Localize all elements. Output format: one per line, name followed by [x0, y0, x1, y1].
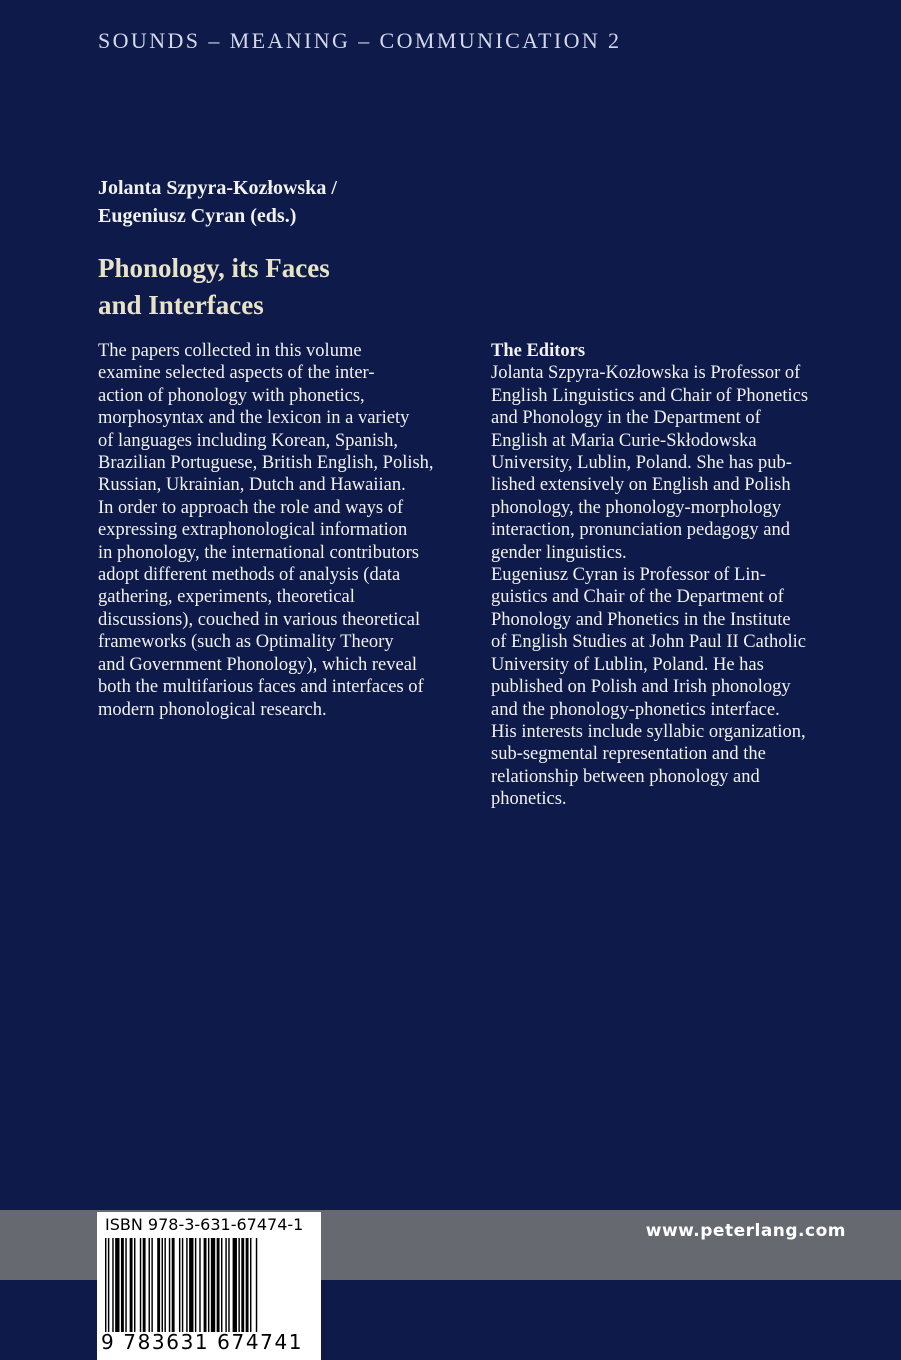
- barcode-stripe: [225, 1238, 226, 1332]
- title-line: and Interfaces: [98, 290, 264, 320]
- editors-bio-line: English at Maria Curie-Skłodowska: [491, 430, 757, 451]
- description-line: expressing extraphonological information: [98, 520, 408, 541]
- description-line: and Government Phonology), which reveal: [98, 654, 418, 675]
- barcode-stripe: [105, 1238, 106, 1332]
- editor-line: Jolanta Szpyra-Kozłowska /: [98, 177, 337, 199]
- editors-bio-line: and the phonology-phonetics interface.: [491, 699, 780, 720]
- editors-bio-line: English Linguistics and Chair of Phonetics: [491, 385, 809, 406]
- barcode-stripe: [143, 1238, 146, 1332]
- description-line: action of phonology with phonetics,: [98, 385, 365, 406]
- book-title: [98, 250, 330, 324]
- description-line: gathering, experiments, theoretical: [98, 587, 355, 608]
- barcode-stripe: [256, 1238, 257, 1332]
- barcode-stripe: [186, 1238, 187, 1332]
- editors-bio-line: relationship between phonology and: [491, 766, 760, 787]
- editors-bio-line: lished extensively on English and Polish: [491, 475, 791, 496]
- barcode-stripe: [204, 1238, 207, 1332]
- barcode-stripe: [199, 1238, 200, 1332]
- barcode-stripe: [211, 1238, 215, 1332]
- barcode-stripe: [157, 1238, 160, 1332]
- barcode-stripe: [149, 1238, 150, 1332]
- editors-bio-line: Phonology and Phonetics in the Institute: [491, 609, 791, 630]
- description-line: adopt different methods of analysis (data: [98, 565, 401, 586]
- description-line: The papers collected in this volume: [98, 341, 362, 361]
- barcode-stripe: [241, 1238, 244, 1332]
- barcode-stripe: [238, 1238, 239, 1332]
- barcode-stripe: [112, 1238, 113, 1332]
- editors-bio-line: phonology, the phonology-morphology: [491, 497, 782, 518]
- barcode-stripe: [140, 1238, 141, 1332]
- barcode-stripe: [108, 1238, 109, 1332]
- description-line: in phonology, the international contributors: [98, 542, 419, 563]
- editors-bio-line: interaction, pronunciation pedagogy and: [491, 520, 790, 541]
- description-text: [98, 340, 468, 721]
- barcode-stripe: [195, 1238, 196, 1332]
- barcode-stripe: [228, 1238, 229, 1332]
- barcode-stripe: [172, 1238, 175, 1332]
- editors-bio-line: phonetics.: [491, 789, 567, 810]
- barcode-stripe: [246, 1238, 249, 1332]
- editors-bio-line: published on Polish and Irish phonology: [491, 677, 791, 698]
- barcode-stripe: [221, 1238, 222, 1332]
- barcode-stripe: [115, 1238, 119, 1332]
- description-line: frameworks (such as Optimality Theory: [98, 632, 394, 653]
- barcode-bars: [105, 1238, 313, 1332]
- barcode: [97, 1212, 321, 1360]
- barcode-stripe: [130, 1238, 133, 1332]
- description-line: discussions), couched in various theoretical: [98, 609, 421, 630]
- editors-heading: The Editors: [491, 341, 586, 361]
- description-line: of languages including Korean, Spanish,: [98, 430, 399, 451]
- description-line: both the multifarious faces and interfaces of: [98, 677, 424, 698]
- series-title: SOUNDS – MEANING – COMMUNICATION 2: [98, 28, 622, 53]
- barcode-stripe: [169, 1238, 170, 1332]
- barcode-stripe: [182, 1238, 183, 1332]
- editors-block: [98, 174, 337, 230]
- description-line: Russian, Ukrainian, Dutch and Hawaiian.: [98, 475, 406, 496]
- editors-bio-line: University, Lublin, Poland. She has pub-: [491, 453, 792, 474]
- barcode-stripe: [151, 1238, 152, 1332]
- editors-bio-line: gender linguistics.: [491, 542, 627, 563]
- editors-bio-line: guistics and Chair of the Department of: [491, 587, 784, 608]
- barcode-stripe: [208, 1238, 209, 1332]
- barcode-stripe: [125, 1238, 126, 1332]
- description-line: examine selected aspects of the inter-: [98, 363, 375, 384]
- editors-bio-line: Eugeniusz Cyran is Professor of Lin-: [491, 565, 766, 586]
- barcode-stripe: [233, 1238, 237, 1332]
- barcode-stripe: [217, 1238, 220, 1332]
- barcode-stripe: [162, 1238, 163, 1332]
- editors-bio-line: His interests include syllabic organization,: [491, 721, 806, 742]
- publisher-url[interactable]: www.peterlang.com: [645, 1221, 846, 1241]
- barcode-stripe: [121, 1238, 124, 1332]
- editors-bio-line: University of Lublin, Poland. He has: [491, 654, 764, 675]
- title-line: Phonology, its Faces: [98, 253, 330, 283]
- editors-bio-line: sub-segmental representation and the: [491, 744, 766, 765]
- editor-line: Eugeniusz Cyran (eds.): [98, 205, 297, 227]
- editors-bio-line: and Phonology in the Department of: [491, 408, 761, 429]
- isbn-digits: 9 783631 674741: [101, 1330, 304, 1354]
- description-line: modern phonological research.: [98, 699, 327, 720]
- description-line: Brazilian Portuguese, British English, Polish,: [98, 453, 434, 474]
- barcode-stripe: [134, 1238, 135, 1332]
- barcode-stripe: [189, 1238, 193, 1332]
- editors-bio: [491, 340, 861, 811]
- isbn-label: ISBN 978-3-631-67474-1: [105, 1215, 304, 1234]
- barcode-stripe: [164, 1238, 165, 1332]
- editors-bio-line: of English Studies at John Paul II Catholic: [491, 632, 806, 653]
- editors-bio-line: Jolanta Szpyra-Kozłowska is Professor of: [491, 363, 801, 384]
- barcode-stripe: [179, 1238, 180, 1332]
- description-line: morphosyntax and the lexicon in a variety: [98, 408, 410, 429]
- barcode-stripe: [250, 1238, 251, 1332]
- description-line: In order to approach the role and ways of: [98, 497, 404, 518]
